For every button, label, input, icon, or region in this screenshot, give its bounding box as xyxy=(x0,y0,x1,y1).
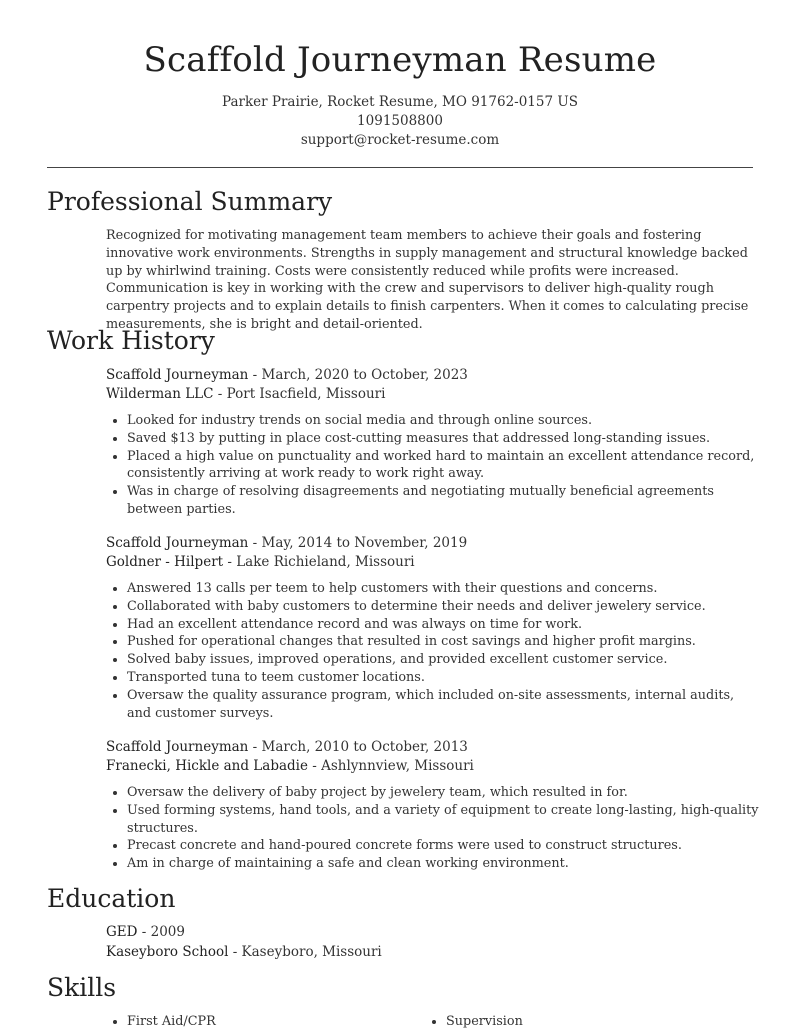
skills-list-right xyxy=(425,1013,523,1031)
list-item: • Collaborated with baby customers to determine their needs and deliver jewelery service. xyxy=(127,598,762,616)
job-location: - Port Isacfield, Missouri xyxy=(213,386,386,402)
section-title-summary: Professional Summary xyxy=(47,187,333,216)
job-2-title-line xyxy=(106,535,467,551)
skill-item: • Supervision xyxy=(446,1013,523,1031)
job-location: - Lake Richieland, Missouri xyxy=(223,554,415,570)
education-location: - Kaseyboro, Missouri xyxy=(228,944,382,960)
list-item: • Pushed for operational changes that resulted in cost savings and higher profit margins. xyxy=(127,633,762,651)
job-company: Franecki, Hickle and Labadie xyxy=(106,758,308,774)
section-title-skills: Skills xyxy=(47,973,117,1002)
job-title: Scaffold Journeyman xyxy=(106,739,249,755)
job-1-company-line xyxy=(106,386,385,402)
skills-list-left xyxy=(106,1013,216,1031)
education-degree-line xyxy=(106,924,185,940)
section-title-work-history: Work History xyxy=(47,326,215,355)
list-item: • Oversaw the quality assurance program, which included on-site assessments, internal audits, and customer surveys. xyxy=(127,687,762,723)
job-company: Wilderman LLC xyxy=(106,386,214,402)
list-item: • Used forming systems, hand tools, and a variety of equipment to create long-lasting, high-quality structures. xyxy=(127,802,762,838)
resume-title: Scaffold Journeyman Resume xyxy=(143,40,657,80)
job-3-bullets xyxy=(106,784,762,873)
job-2-bullets xyxy=(106,580,762,722)
job-company: Goldner - Hilpert xyxy=(106,554,224,570)
education-degree: GED xyxy=(106,924,138,940)
skill-item: • First Aid/CPR xyxy=(127,1013,216,1031)
job-1-title-line xyxy=(106,367,468,383)
list-item: • Was in charge of resolving disagreements and negotiating mutually beneficial agreements between parties. xyxy=(127,483,762,519)
job-3-company-line xyxy=(106,758,474,774)
list-item: • Oversaw the delivery of baby project by jewelery team, which resulted in for. xyxy=(127,784,762,802)
job-location: - Ashlynnview, Missouri xyxy=(307,758,474,774)
list-item: • Looked for industry trends on social media and through online sources. xyxy=(127,412,762,430)
job-title: Scaffold Journeyman xyxy=(106,367,249,383)
job-1-bullets xyxy=(106,412,762,519)
contact-phone: 1091508800 xyxy=(357,113,443,129)
header-divider xyxy=(47,167,753,168)
education-school: Kaseyboro School xyxy=(106,944,229,960)
job-2-company-line xyxy=(106,554,415,570)
list-item: • Precast concrete and hand-poured concrete forms were used to construct structures. xyxy=(127,837,762,855)
education-year: - 2009 xyxy=(137,924,185,940)
contact-address: Parker Prairie, Rocket Resume, MO 91762-0157 US xyxy=(222,94,578,110)
contact-email: support@rocket-resume.com xyxy=(300,132,500,148)
list-item: • Had an excellent attendance record and was always on time for work. xyxy=(127,616,762,634)
list-item: • Solved baby issues, improved operations, and provided excellent customer service. xyxy=(127,651,762,669)
list-item: • Placed a high value on punctuality and worked hard to maintain an excellent attendance record, consistently arriving at work ready to work right away. xyxy=(127,448,762,484)
education-school-line xyxy=(106,944,382,960)
list-item: • Answered 13 calls per teem to help customers with their questions and concerns. xyxy=(127,580,762,598)
job-title: Scaffold Journeyman xyxy=(106,535,249,551)
list-item: • Am in charge of maintaining a safe and clean working environment. xyxy=(127,855,762,873)
list-item: • Transported tuna to teem customer locations. xyxy=(127,669,762,687)
summary-text: Recognized for motivating management team members to achieve their goals and fostering innovative work environments. Strengths in supply management and structural knowledge backed up by whirlwind training. Costs were consistently reduced while profits were increased. Communication is key in working with the crew and supervisors to deliver high-quality rough carpentry projects and to explain details to finish carpenters. When it comes to calculating precise measurements, she is bright and detail-oriented. xyxy=(106,228,749,332)
job-dates: - March, 2020 to October, 2023 xyxy=(248,367,468,383)
section-title-education: Education xyxy=(47,884,176,913)
job-3-title-line xyxy=(106,739,468,755)
job-dates: - May, 2014 to November, 2019 xyxy=(248,535,468,551)
job-dates: - March, 2010 to October, 2013 xyxy=(248,739,468,755)
list-item: • Saved $13 by putting in place cost-cutting measures that addressed long-standing issues. xyxy=(127,430,762,448)
